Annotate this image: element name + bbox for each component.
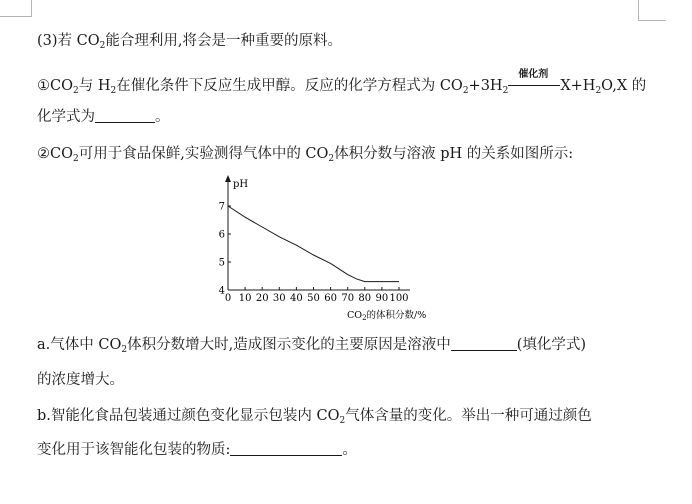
y-tick-label: 5	[218, 257, 225, 269]
x-tick-label: 20	[255, 293, 269, 304]
part3-intro: (3)若 $CO_2$能合理利用,将会是一种重要的原料。	[37, 33, 342, 51]
y-tick-label: 4	[218, 285, 225, 297]
y-tick-label: 7	[218, 201, 225, 213]
y-tick-label: 6	[218, 229, 225, 241]
x-tick-label: 80	[358, 293, 372, 304]
x-tick-label: 100	[389, 293, 409, 304]
x-tick-label: 40	[290, 293, 303, 304]
ph-chart	[205, 172, 435, 324]
x-tick-label: 60	[324, 293, 337, 304]
question-1-answer-line: 化学式为 。	[37, 109, 170, 125]
question-b-line-1: b.智能化食品包装通过颜色变化显示包装内 $CO_2$气体含量的变化。举出一种可通过颜色	[37, 408, 592, 426]
x-tick-label: 30	[272, 293, 286, 304]
x-axis-label: $CO_2$的体积分数/%	[347, 310, 427, 322]
question-b-line-2: 变化用于该智能化包装的物质: 。	[37, 442, 357, 458]
ph-curve	[228, 206, 399, 282]
reaction-arrow	[508, 69, 560, 92]
catalyst-label: 催化剂	[518, 69, 549, 80]
crop-mark-right	[638, 0, 666, 21]
y-axis-label: pH	[233, 179, 249, 190]
y-axis-arrow	[225, 175, 231, 182]
x-tick-label: 50	[307, 293, 320, 304]
x-tick-label: 0	[224, 293, 232, 304]
x-tick-label: 10	[238, 293, 252, 304]
answer-blank-a[interactable]	[451, 336, 517, 351]
question-a-line-1: a.气体中 $CO_2$体积分数增大时,造成图示变化的主要原因是溶液中 (填化学式)	[37, 337, 587, 355]
answer-blank-b[interactable]	[230, 441, 342, 456]
question-2-intro: $②CO_2$可用于食品保鲜,实验测得气体中的 $CO_2$体积分数与溶液 pH 的关系如图所示:	[37, 146, 574, 164]
answer-blank-x-formula[interactable]	[95, 108, 155, 123]
question-1-equation: $①CO_2$与 $H_2$在催化条件下反应生成甲醇。反应的化学方程式为 $CO_2+3H_2$ 催化剂 $X+H_2O,X$ 的	[37, 76, 646, 101]
question-a-line-2: 的浓度增大。	[37, 372, 124, 388]
x-tick-label: 70	[341, 293, 355, 304]
crop-mark-left	[0, 0, 32, 17]
x-tick-label: 90	[375, 293, 389, 304]
